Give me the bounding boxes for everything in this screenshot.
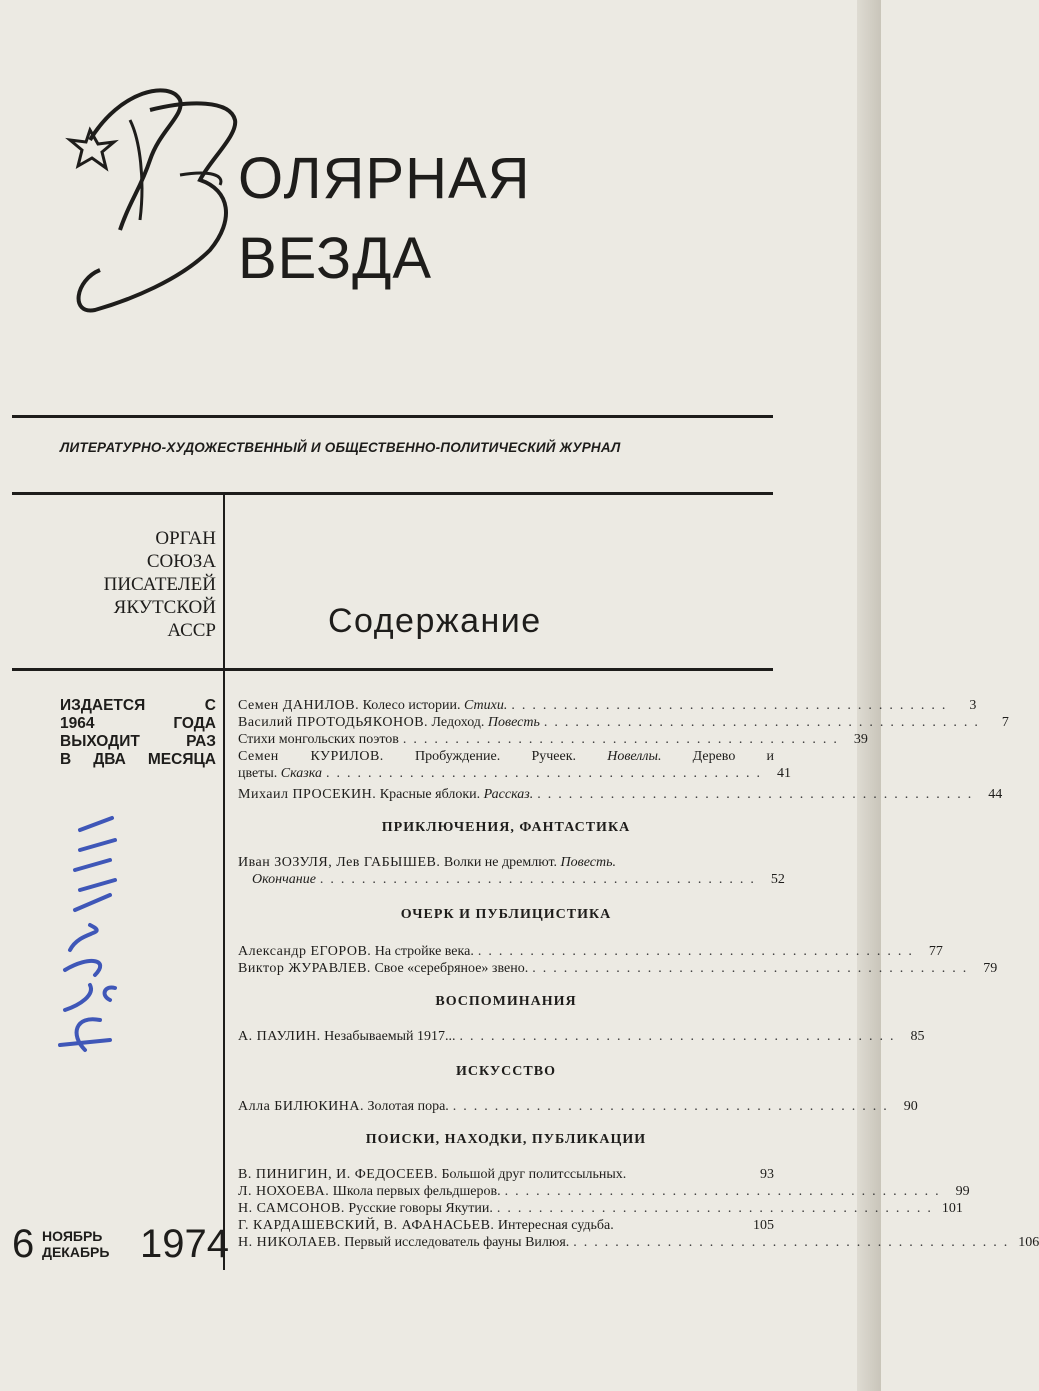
issue-year: 1974 — [140, 1222, 229, 1266]
toc-entry: Г. КАРДАШЕВСКИЙ, В. АФАНАСЬЕВ. Интересная судьба. 105 — [238, 1218, 774, 1233]
publication-info: ИЗДАЕТСЯ С 1964 ГОДА ВЫХОДИТ РАЗ В ДВА МЕСЯЦА — [60, 697, 216, 768]
toc-entry: Н. НИКОЛАЕВ. Первый исследователь фауны Вилюя. .......................................... 106 — [238, 1235, 1039, 1250]
section-heading: ПРИКЛЮЧЕНИЯ, ФАНТАСТИКА — [381, 820, 631, 835]
toc-entry: Алла БИЛЮКИНА. Золотая пора. .......................................... 90 — [238, 1099, 918, 1114]
library-stamp — [20, 810, 140, 1060]
toc-entry: А. ПАУЛИН. Незабываемый 1917... .......................................... 85 — [238, 1029, 925, 1044]
issue-block — [12, 1222, 229, 1272]
section-heading: ОЧЕРК И ПУБЛИЦИСТИКА — [400, 907, 612, 922]
header-rule — [12, 668, 773, 671]
journal-subtitle: ЛИТЕРАТУРНО-ХУДОЖЕСТВЕННЫЙ И ОБЩЕСТВЕННО-ПОЛИТИЧЕСКИЙ ЖУРНАЛ — [60, 440, 621, 455]
organ-block: ОРГАН СОЮЗА ПИСАТЕЛЕЙ ЯКУТСКОЙ АССР — [103, 528, 216, 641]
toc-entry: Василий ПРОТОДЬЯКОНОВ. Ледоход. Повесть .......................................... 7 — [238, 715, 1009, 730]
toc-entry: Семен ДАНИЛОВ. Колесо истории. Стихи. .......................................... 3 — [238, 698, 977, 713]
toc-entry: Александр ЕГОРОВ. На стройке века. .......................................... 77 — [238, 944, 943, 959]
subtitle-rule — [12, 492, 773, 495]
toc-entry: Михаил ПРОСЕКИН. Красные яблоки. Рассказ. .......................................... 44 — [238, 787, 1003, 802]
toc-entry: Семен КУРИЛОВ. Пробуждение. Ручеек. Новеллы. Дерево и цветы. Сказка .......................................... 41 — [238, 749, 791, 781]
toc-entry: Стихи монгольских поэтов .......................................... 39 — [238, 732, 868, 747]
masthead-line-2: ВЕЗДА — [238, 226, 433, 291]
toc-entry: Иван ЗОЗУЛЯ, Лев ГАБЫШЕВ. Волки не дремлют. Повесть. Окончание .......................................... 52 — [238, 855, 785, 887]
toc-entry: Виктор ЖУРАВЛЕВ. Свое «серебряное» звено. .......................................... 79 — [238, 961, 998, 976]
issue-months: НОЯБРЬ ДЕКАБРЬ — [42, 1228, 110, 1260]
contents-title: Содержание — [328, 602, 542, 640]
masthead-logo — [60, 80, 260, 320]
toc-entry: Н. САМСОНОВ. Русские говоры Якутии. .......................................... 101 — [238, 1201, 963, 1216]
section-heading: ПОИСКИ, НАХОДКИ, ПУБЛИКАЦИИ — [365, 1132, 647, 1147]
column-divider — [223, 495, 225, 1270]
masthead-line-1: ОЛЯРНАЯ — [238, 146, 531, 211]
table-of-contents — [238, 697, 1039, 1251]
section-heading: ВОСПОМИНАНИЯ — [435, 994, 577, 1009]
toc-entry: В. ПИНИГИН, И. ФЕДОСЕЕВ. Большой друг политссыльных. 93 — [238, 1167, 774, 1182]
top-rule — [12, 415, 773, 418]
toc-entry: Л. НОХОЕВА. Школа первых фельдшеров. .......................................... 99 — [238, 1184, 970, 1199]
issue-number: 6 — [12, 1222, 35, 1266]
section-heading: ИСКУССТВО — [456, 1064, 556, 1079]
